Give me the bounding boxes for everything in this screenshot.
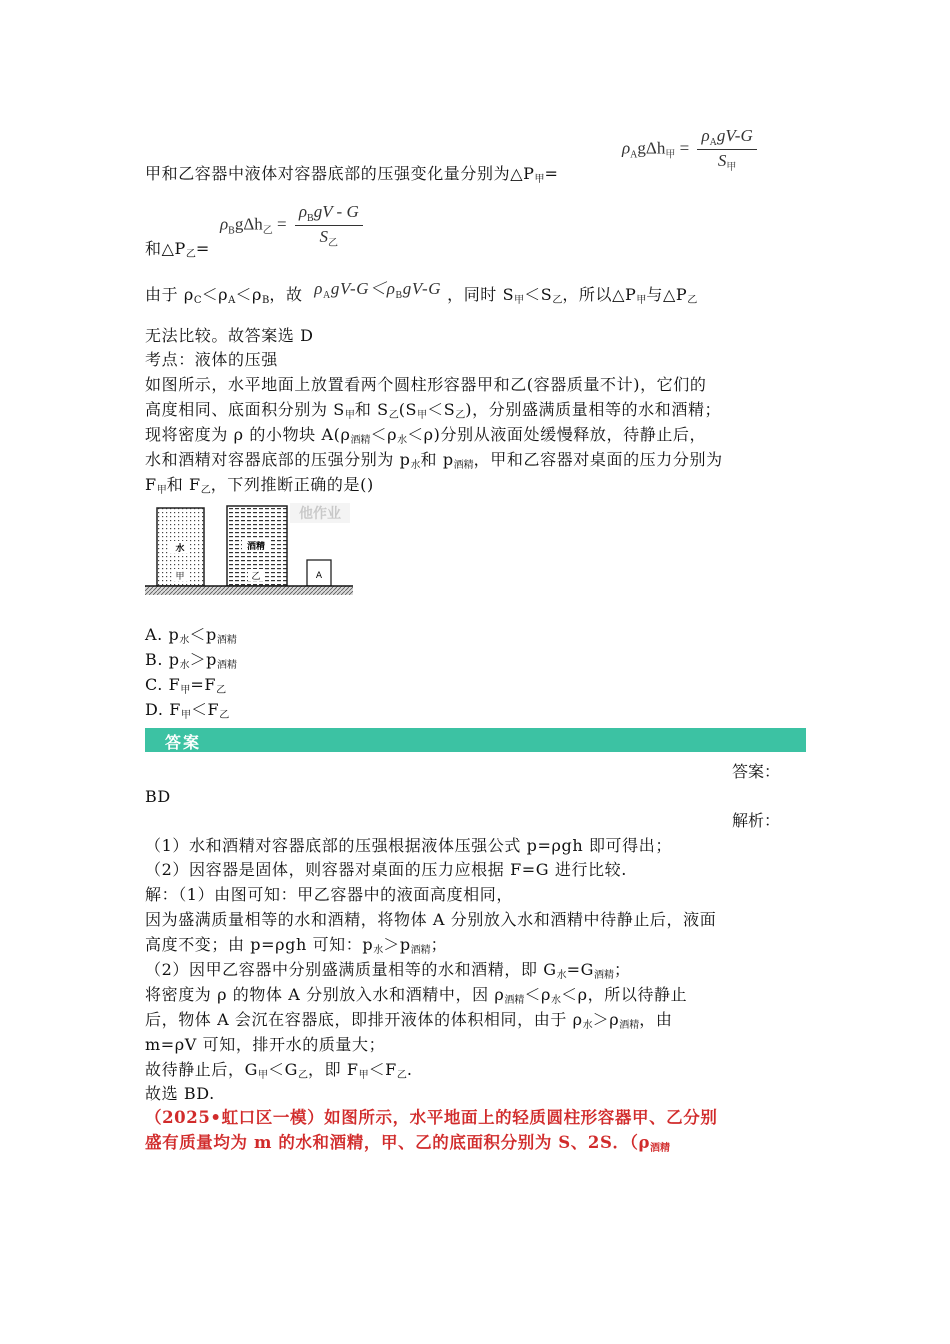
option-c: C. $F_甲=F_乙$: [145, 675, 227, 696]
answer-label: 答案：: [732, 762, 781, 781]
option-b: B. $p_水>p_{酒精}$: [145, 650, 238, 671]
containers-figure: [145, 503, 353, 599]
answer-header-label: 答案: [165, 733, 202, 752]
text-line: 考点：液体的压强: [145, 350, 278, 369]
next-question-line: （2025•虹口区一模）如图所示，水平地面上的轻质圆柱形容器甲、乙分别: [145, 1108, 718, 1127]
label-water: 水: [175, 544, 185, 554]
analysis-label: 解析：: [732, 811, 781, 830]
analysis-line: （2）因容器是固体，则容器对桌面的压力应根据 F=G 进行比较.: [145, 860, 627, 879]
text-line: 由于 $\rho_C<\rho_A<\rho_B$，故 $\rho_AgV-G<\rho_BgV-G$ ，同时 $S_甲<S_乙$，所以$\triangle P_甲$与$\triangle P_乙$: [145, 279, 698, 306]
next-question-line: 盛有质量均为 m 的水和酒精，甲、乙的底面积分别为 S、2S．（$\rho_{酒精}$: [145, 1133, 671, 1154]
question-line: 水和酒精对容器底部的压强分别为 $p_水$和 $p_{酒精}$，甲和乙容器对桌面的压力分别为: [145, 450, 723, 471]
analysis-line: 将密度为 ρ 的物体 A 分别放入水和酒精中，因 $\rho_{酒精}<\rho_水<\rho$，所以待静止: [145, 985, 688, 1006]
answer-value: BD: [145, 787, 171, 806]
analysis-line: 高度不变；由 p=ρgh 可知：$p_水>p_{酒精}$；: [145, 935, 448, 956]
analysis-line: （2）因甲乙容器中分别盛满质量相等的水和酒精，即 $G_水=G_{酒精}$；: [145, 960, 631, 981]
question-line: $F_甲$和 $F_乙$，下列推断正确的是(): [145, 475, 374, 496]
label-jia: 甲: [175, 572, 185, 582]
option-d: D. $F_甲<F_乙$: [145, 700, 230, 721]
ground: [145, 586, 353, 595]
question-line: 如图所示，水平地面上放置看两个圆柱形容器甲和乙(容器质量不计)，它们的: [145, 375, 707, 394]
analysis-line: （1）水和酒精对容器底部的压强根据液体压强公式 p=ρgh 即可得出；: [145, 836, 672, 855]
answer-header-bar: [145, 728, 806, 752]
formula-delta-p-jia: $\rho_Ag\Delta h_甲$ = $\frac{\rho_AgV-G}{S_甲}$: [622, 126, 757, 173]
text-line: 甲和乙容器中液体对容器底部的压强变化量分别为$\triangle P_甲=$: [145, 164, 559, 185]
question-line: 现将密度为 ρ 的小物块 $A(\rho_{酒精}<\rho_水<\rho)$分别从液面处缓慢释放，待静止后，: [145, 425, 707, 446]
inline-formula: $\rho_AgV-G<\rho_BgV-G$: [314, 279, 442, 301]
analysis-line: 解：（1）由图可知：甲乙容器中的液面高度相同，: [145, 885, 513, 904]
label-alcohol: 酒精: [246, 542, 266, 552]
label-yi: 乙: [251, 572, 261, 582]
question-line: 高度相同、底面积分别为 $S_甲$和 $S_乙(S_甲<S_乙)$，分别盛满质量相等的水和酒精；: [145, 400, 722, 421]
formula-delta-p-yi: $\rho_Bg\Delta h_乙$ = $\frac{\rho_BgV - G}{S_乙}$: [220, 202, 363, 249]
analysis-line: 后，物体 A 会沉在容器底，即排开液体的体积相同，由于 $\rho_水>\rho_{酒精}$，由: [145, 1010, 673, 1031]
analysis-line: 因为盛满质量相等的水和酒精，将物体 A 分别放入水和酒精中待静止后，液面: [145, 910, 717, 929]
analysis-line: 故选 BD.: [145, 1084, 215, 1103]
text-line: 和$\triangle P_乙=$: [145, 239, 210, 260]
label-block: A: [315, 571, 323, 581]
text-line: 无法比较。故答案选 D: [145, 326, 314, 345]
watermark: 他作业: [299, 506, 341, 522]
option-a: A. $p_水<p_{酒精}$: [145, 625, 237, 646]
analysis-line: 故待静止后，$G_甲<G_乙$，即 $F_甲<F_乙$.: [145, 1060, 413, 1081]
analysis-line: m=ρV 可知，排开水的质量大；: [145, 1035, 386, 1054]
